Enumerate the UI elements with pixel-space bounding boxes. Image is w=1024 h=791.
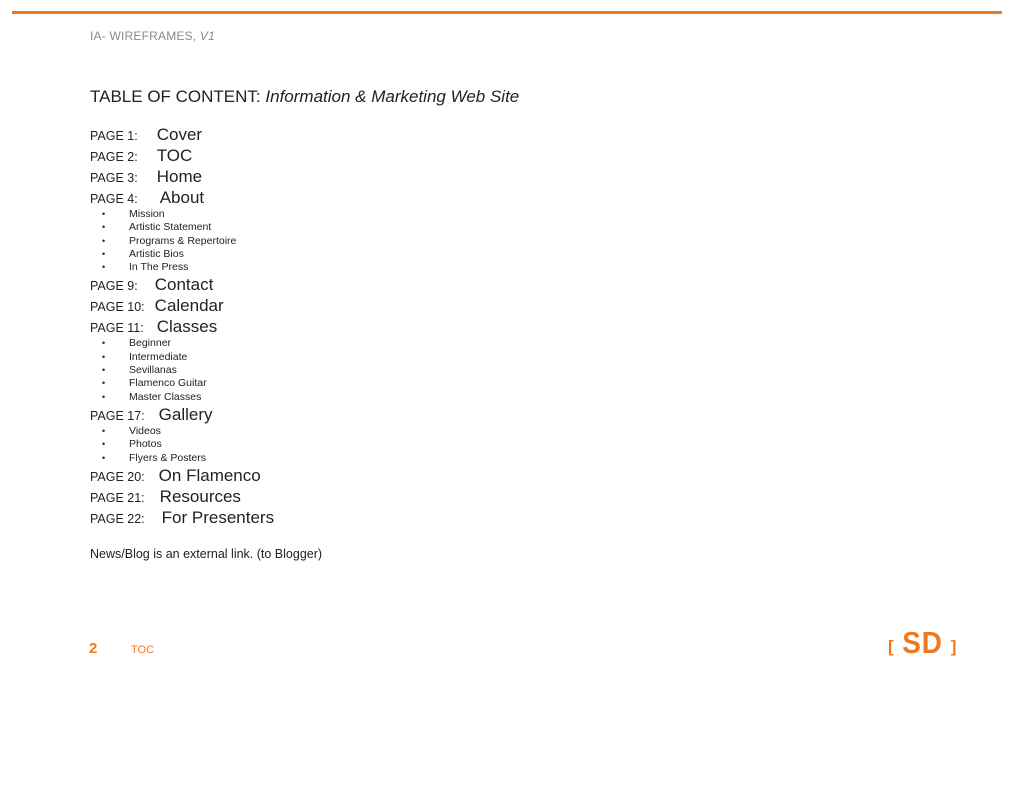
toc-subsection-item — [90, 377, 590, 390]
toc-page-number: PAGE 17: — [90, 408, 145, 423]
toc-entry — [90, 275, 590, 296]
toc-subsection-item — [90, 425, 590, 438]
toc-page-name: Classes — [156, 317, 218, 337]
toc-subsection-label: Artistic Bios — [129, 247, 184, 260]
toc-subsection-item — [90, 248, 590, 261]
bullet-icon: • — [102, 351, 106, 362]
toc-subsection-label: Videos — [129, 424, 161, 437]
page-title — [90, 87, 519, 107]
toc-subsection-list — [90, 425, 590, 465]
bullet-icon: • — [102, 425, 106, 436]
toc-title: TABLE OF CONTENT: — [90, 87, 261, 106]
footnote: News/Blog is an external link. (to Blogger) — [90, 547, 323, 561]
toc-page-name: For Presenters — [161, 507, 275, 527]
toc-page-name: Cover — [156, 125, 203, 144]
toc-subsection-label: Flamenco Guitar — [129, 377, 207, 390]
sd-logo — [888, 622, 956, 658]
toc-subsection-item — [90, 364, 590, 377]
toc-page-number: PAGE 4: — [90, 192, 138, 206]
toc-entry — [90, 188, 590, 209]
toc-subsection-item — [90, 208, 590, 221]
toc-page-number: PAGE 11: — [90, 321, 144, 336]
toc-subsection-item — [90, 438, 590, 451]
toc-subsection-item — [90, 221, 590, 234]
bullet-icon: • — [102, 248, 106, 259]
toc-subsection-label: Flyers & Posters — [129, 451, 207, 464]
toc-subsection-label: Mission — [129, 208, 165, 220]
bullet-icon: • — [102, 235, 106, 246]
toc-list — [90, 125, 590, 529]
toc-entry — [90, 317, 590, 338]
toc-page-number: PAGE 22: — [90, 511, 145, 526]
toc-subsection-label: Master Classes — [129, 390, 202, 403]
toc-page-number: PAGE 10: — [90, 300, 145, 315]
bullet-icon: • — [102, 439, 106, 450]
toc-page-name: About — [159, 188, 205, 207]
document-header — [90, 29, 215, 43]
toc-page-number: PAGE 1: — [90, 129, 138, 143]
toc-subsection-label: Programs & Repertoire — [129, 234, 237, 247]
toc-entry — [90, 146, 590, 167]
footer-section-label: TOC — [131, 644, 155, 656]
toc-page-name: Calendar — [154, 296, 224, 316]
toc-subsection-item — [90, 337, 590, 350]
toc-subsection-item — [90, 261, 590, 274]
toc-page-name: Contact — [154, 275, 214, 295]
toc-entry — [90, 508, 590, 529]
bullet-icon: • — [102, 452, 106, 463]
toc-subtitle: Information & Marketing Web Site — [265, 87, 520, 106]
bullet-icon: • — [102, 391, 106, 402]
toc-entry — [90, 125, 590, 146]
toc-subsection-label: Artistic Statement — [129, 221, 212, 234]
toc-page-name: Gallery — [158, 404, 213, 424]
toc-subsection-label: Beginner — [129, 337, 172, 350]
toc-subsection-item — [90, 235, 590, 248]
toc-entry — [90, 466, 590, 487]
bullet-icon: • — [102, 338, 106, 349]
header-version: V1 — [199, 29, 215, 43]
toc-subsection-item — [90, 351, 590, 364]
toc-subsection-label: In The Press — [129, 261, 189, 274]
bullet-icon: • — [102, 222, 106, 233]
toc-entry — [90, 296, 590, 317]
toc-subsection-list — [90, 208, 590, 274]
logo-close-bracket: ] — [950, 637, 957, 656]
toc-subsection-label: Sevillanas — [129, 364, 177, 377]
top-accent-rule — [12, 11, 1002, 14]
toc-page-number: PAGE 3: — [90, 171, 138, 185]
toc-subsection-label: Photos — [129, 438, 162, 451]
bullet-icon: • — [102, 262, 106, 273]
toc-page-name: On Flamenco — [158, 465, 261, 485]
toc-entry — [90, 167, 590, 188]
toc-page-name: Home — [156, 167, 203, 186]
toc-page-number: PAGE 21: — [90, 490, 145, 505]
toc-subsection-list — [90, 337, 590, 403]
toc-entry — [90, 487, 590, 508]
toc-subsection-label: Intermediate — [129, 350, 188, 363]
toc-entry — [90, 405, 590, 426]
bullet-icon: • — [102, 365, 106, 376]
bullet-icon: • — [102, 209, 106, 219]
toc-page-name: TOC — [156, 146, 193, 165]
logo-open-bracket: [ — [888, 637, 894, 656]
toc-page-number: PAGE 9: — [90, 279, 138, 294]
header-label: IA- WIREFRAMES, — [90, 29, 197, 43]
toc-subsection-item — [90, 391, 590, 404]
footer-page-number: 2 — [89, 640, 98, 657]
toc-page-name: Resources — [159, 486, 241, 506]
logo-mark: SD — [901, 625, 943, 660]
bullet-icon: • — [102, 378, 106, 389]
toc-page-number: PAGE 2: — [90, 150, 138, 164]
toc-subsection-item — [90, 452, 590, 465]
toc-page-number: PAGE 20: — [90, 469, 145, 484]
